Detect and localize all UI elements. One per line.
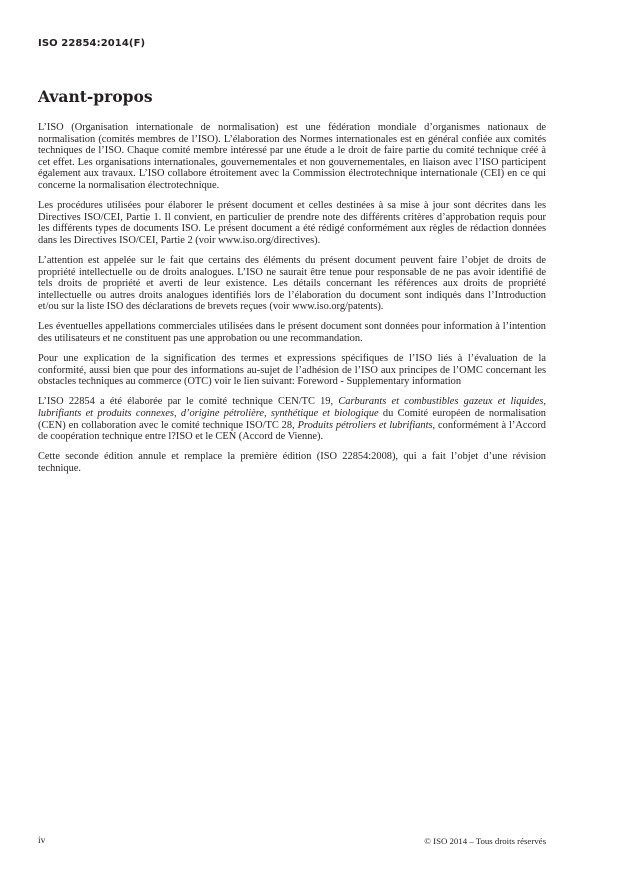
paragraph-procedures: Les procédures utilisées pour élaborer le présent document et celles destinées à sa mise à jour sont décrites dans les Directives ISO/CEI, Partie 1. Il convient, en particulier de prendre note des différents critères d’approbation requis pour les différents types de documents ISO. Le présent document a été rédigé conformément aux règles de rédaction données dans les Directives ISO/CEI, Partie 2 (voir www.iso.org/directives). [38,200,546,246]
paragraph-committee [38,396,546,442]
paragraph-patent-rights: L’attention est appelée sur le fait que certains des éléments du présent document peuvent faire l’objet de droits de propriété intellectuelle ou de droits analogues. L’ISO ne saurait être tenue pour responsable de ne pas avoir identifié de tels droits de propriété et averti de leur existence. Les détails concernant les références aux droits de propriété intellectuelle ou autres droits analogues identifiés lors de l’élaboration du document sont indiqués dans l’Introduction et/ou sur la liste ISO des déclarations de brevets reçues (voir www.iso.org/patents). [38,254,546,313]
paragraph-trade-names: Les éventuelles appellations commerciales utilisées dans le présent document sont données pour information à l’intention des utilisateurs et ne constituent pas une approbation ou une recommandation. [38,321,546,344]
committee-text-3: , conformément à l’Accord de coopération technique entre l?ISO et le CEN (Accord de Vienne). [38,419,546,443]
committee-title-iso: Produits pétroliers et lubrifiants [297,419,433,431]
paragraph-iso-organisation: L’ISO (Organisation internationale de normalisation) est une fédération mondiale d’organismes nationaux de normalisation (comités membres de l’ISO). L’élaboration des Normes internationales est en général confiée aux comités techniques de l’ISO. Chaque comité membre intéressé par une étude a le droit de faire partie du comité technique créé à cet effet. Les organisations internationales, gouvernementales et non gouvernementales, en liaison avec l’ISO participent également aux travaux. L’ISO collabore étroitement avec la Commission électrotechnique internationale (CEI) en ce qui concerne la normalisation électrotechnique. [38,122,546,191]
copyright-notice: © ISO 2014 – Tous droits réservés [424,836,546,846]
paragraph-conformity-explanation: Pour une explication de la signification des termes et expressions spécifiques de l’ISO liés à l’évaluation de la conformité, aussi bien que pour des informations au-sujet de l’adhésion de l’ISO aux principes de l’OMC concernant les obstacles techniques au commerce (OTC) voir le lien suivant: Foreword - Supplementary information [38,353,546,388]
paragraph-edition: Cette seconde édition annule et remplace la première édition (ISO 22854:2008), qui a fait l’objet d’une révision technique. [38,451,546,474]
committee-text-1: L’ISO 22854 a été élaborée par le comité technique CEN/TC 19, [38,396,339,408]
page-title: Avant-propos [38,87,153,106]
document-id-header: ISO 22854:2014(F) [38,38,146,49]
foreword-body [38,122,546,483]
page-number: iv [38,836,46,846]
committee-text-2: du Comité européen de normalisation (CEN) en collaboration avec le comité technique ISO/TC 28, [38,407,547,431]
committee-title-cen: Carburants et combustibles gazeux et liquides, lubrifiants et produits connexes, d’origine pétrolière, synthétique et biologique [38,396,546,419]
